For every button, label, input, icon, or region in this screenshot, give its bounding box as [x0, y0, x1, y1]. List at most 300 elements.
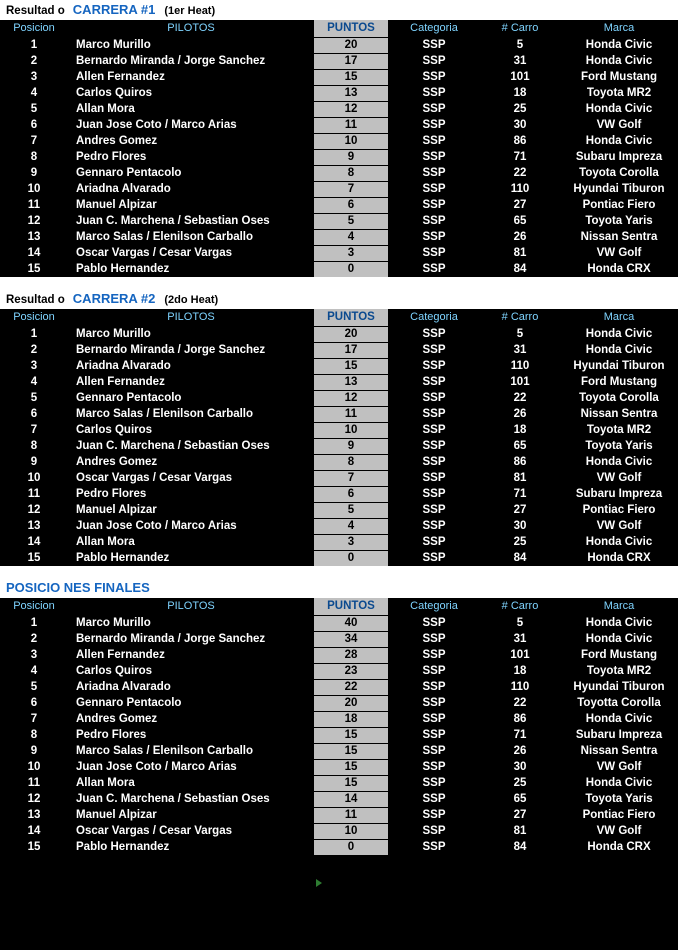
cell-categoria: SSP: [388, 407, 480, 423]
cell-posicion: 12: [0, 503, 68, 519]
cell-posicion: 8: [0, 439, 68, 455]
cell-posicion: 4: [0, 664, 68, 680]
table-row: [0, 214, 678, 230]
header-pilotos: PILOTOS: [68, 598, 314, 616]
results-body-3: [0, 616, 678, 856]
cell-piloto: Oscar Vargas / Cesar Vargas: [68, 246, 314, 262]
table-row: [0, 439, 678, 455]
cell-piloto: Juan Jose Coto / Marco Arias: [68, 519, 314, 535]
cell-marca: Honda Civic: [560, 712, 678, 728]
cell-carro: 27: [480, 808, 560, 824]
cell-carro: 30: [480, 760, 560, 776]
cell-piloto: Manuel Alpizar: [68, 503, 314, 519]
cell-marca: VW Golf: [560, 118, 678, 134]
cell-carro: 110: [480, 182, 560, 198]
cell-carro: 25: [480, 102, 560, 118]
results-table-finales: [0, 598, 678, 855]
cell-posicion: 10: [0, 471, 68, 487]
cell-piloto: Marco Murillo: [68, 616, 314, 632]
cell-piloto: Gennaro Pentacolo: [68, 696, 314, 712]
cell-categoria: SSP: [388, 792, 480, 808]
cell-marca: Toyota MR2: [560, 664, 678, 680]
table-row: [0, 824, 678, 840]
cell-piloto: Carlos Quiros: [68, 86, 314, 102]
section-carrera-1: [0, 0, 678, 277]
table-row: [0, 54, 678, 70]
cell-piloto: Andres Gomez: [68, 712, 314, 728]
cell-categoria: SSP: [388, 150, 480, 166]
cell-marca: Honda CRX: [560, 262, 678, 278]
cell-posicion: 1: [0, 616, 68, 632]
cell-piloto: Gennaro Pentacolo: [68, 166, 314, 182]
section-2-title-label: Resultad o: [6, 294, 65, 306]
header-posicion: Posicion: [0, 20, 68, 38]
cell-puntos: 20: [314, 38, 388, 54]
cell-marca: Honda Civic: [560, 38, 678, 54]
cell-categoria: SSP: [388, 648, 480, 664]
table-row: [0, 487, 678, 503]
cell-carro: 30: [480, 118, 560, 134]
header-categoria: Categoria: [388, 20, 480, 38]
cell-posicion: 2: [0, 343, 68, 359]
cell-posicion: 8: [0, 150, 68, 166]
cell-marca: Ford Mustang: [560, 70, 678, 86]
section-3-title-label: POSICIO NES FINALES: [6, 580, 150, 595]
results-table-carrera-2: [0, 309, 678, 566]
cell-piloto: Oscar Vargas / Cesar Vargas: [68, 824, 314, 840]
cell-piloto: Allen Fernandez: [68, 648, 314, 664]
cell-categoria: SSP: [388, 343, 480, 359]
cell-piloto: Marco Salas / Elenilson Carballo: [68, 407, 314, 423]
cell-posicion: 7: [0, 423, 68, 439]
cell-carro: 81: [480, 824, 560, 840]
cell-marca: Honda Civic: [560, 776, 678, 792]
cell-piloto: Pablo Hernandez: [68, 551, 314, 567]
table-header-row: [0, 20, 678, 38]
cell-marca: Toyota Corolla: [560, 391, 678, 407]
cell-marca: Subaru Impreza: [560, 487, 678, 503]
cell-marca: Toyota Yaris: [560, 214, 678, 230]
cell-puntos: 18: [314, 712, 388, 728]
cell-posicion: 5: [0, 102, 68, 118]
table-row: [0, 166, 678, 182]
cell-carro: 101: [480, 375, 560, 391]
cell-marca: VW Golf: [560, 519, 678, 535]
cell-categoria: SSP: [388, 728, 480, 744]
cell-piloto: Allen Fernandez: [68, 70, 314, 86]
table-row: [0, 246, 678, 262]
cell-categoria: SSP: [388, 198, 480, 214]
cell-marca: Honda Civic: [560, 616, 678, 632]
cell-posicion: 9: [0, 455, 68, 471]
cell-piloto: Marco Salas / Elenilson Carballo: [68, 744, 314, 760]
cell-carro: 22: [480, 696, 560, 712]
cell-marca: Hyundai Tiburon: [560, 182, 678, 198]
cell-posicion: 4: [0, 86, 68, 102]
table-row: [0, 744, 678, 760]
cell-marca: Ford Mustang: [560, 375, 678, 391]
cell-carro: 86: [480, 455, 560, 471]
cell-puntos: 4: [314, 230, 388, 246]
cell-puntos: 17: [314, 343, 388, 359]
cell-categoria: SSP: [388, 230, 480, 246]
cell-posicion: 3: [0, 648, 68, 664]
header-posicion: Posicion: [0, 309, 68, 327]
table-row: [0, 808, 678, 824]
table-row: [0, 840, 678, 856]
cell-posicion: 10: [0, 182, 68, 198]
cell-puntos: 20: [314, 327, 388, 343]
table-row: [0, 455, 678, 471]
cell-carro: 31: [480, 632, 560, 648]
cell-carro: 5: [480, 327, 560, 343]
cell-puntos: 12: [314, 391, 388, 407]
cell-marca: Pontiac Fiero: [560, 503, 678, 519]
cell-piloto: Manuel Alpizar: [68, 198, 314, 214]
cell-posicion: 14: [0, 535, 68, 551]
table-row: [0, 359, 678, 375]
cell-posicion: 6: [0, 407, 68, 423]
cell-puntos: 9: [314, 439, 388, 455]
cell-categoria: SSP: [388, 471, 480, 487]
cell-piloto: Bernardo Miranda / Jorge Sanchez: [68, 343, 314, 359]
cell-carro: 27: [480, 198, 560, 214]
cell-puntos: 13: [314, 86, 388, 102]
cell-piloto: Andres Gomez: [68, 134, 314, 150]
table-row: [0, 198, 678, 214]
table-row: [0, 776, 678, 792]
cell-puntos: 15: [314, 70, 388, 86]
cell-posicion: 14: [0, 246, 68, 262]
cell-puntos: 20: [314, 696, 388, 712]
cell-posicion: 13: [0, 519, 68, 535]
cell-categoria: SSP: [388, 840, 480, 856]
table-row: [0, 150, 678, 166]
cell-piloto: Ariadna Alvarado: [68, 182, 314, 198]
section-3-title-bar: [0, 578, 678, 598]
header-categoria: Categoria: [388, 309, 480, 327]
cell-categoria: SSP: [388, 423, 480, 439]
cell-posicion: 5: [0, 680, 68, 696]
cell-carro: 71: [480, 728, 560, 744]
cell-categoria: SSP: [388, 824, 480, 840]
header-carro: # Carro: [480, 309, 560, 327]
table-row: [0, 118, 678, 134]
cell-marca: Hyundai Tiburon: [560, 359, 678, 375]
cell-piloto: Pedro Flores: [68, 150, 314, 166]
cell-marca: Honda Civic: [560, 327, 678, 343]
cell-marca: Nissan Sentra: [560, 744, 678, 760]
table-row: [0, 230, 678, 246]
section-2-race-label: CARRERA #2: [72, 291, 156, 306]
cell-puntos: 5: [314, 503, 388, 519]
table-row: [0, 680, 678, 696]
cell-categoria: SSP: [388, 375, 480, 391]
cell-marca: Honda Civic: [560, 632, 678, 648]
cell-piloto: Pablo Hernandez: [68, 840, 314, 856]
cell-marca: Toyotta Corolla: [560, 696, 678, 712]
cell-categoria: SSP: [388, 262, 480, 278]
cell-categoria: SSP: [388, 519, 480, 535]
cell-posicion: 3: [0, 359, 68, 375]
section-1-race-label: CARRERA #1: [72, 2, 156, 17]
cell-marca: Honda CRX: [560, 840, 678, 856]
cell-puntos: 8: [314, 455, 388, 471]
cell-posicion: 2: [0, 54, 68, 70]
cell-puntos: 0: [314, 840, 388, 856]
cell-puntos: 10: [314, 134, 388, 150]
table-row: [0, 535, 678, 551]
cell-categoria: SSP: [388, 246, 480, 262]
cell-piloto: Ariadna Alvarado: [68, 680, 314, 696]
header-puntos: PUNTOS: [314, 598, 388, 616]
cell-posicion: 11: [0, 487, 68, 503]
cell-piloto: Bernardo Miranda / Jorge Sanchez: [68, 54, 314, 70]
cell-categoria: SSP: [388, 744, 480, 760]
header-carro: # Carro: [480, 20, 560, 38]
header-puntos: PUNTOS: [314, 309, 388, 327]
cell-categoria: SSP: [388, 535, 480, 551]
cell-posicion: 8: [0, 728, 68, 744]
cell-marca: Subaru Impreza: [560, 728, 678, 744]
cell-puntos: 6: [314, 487, 388, 503]
cell-marca: Honda Civic: [560, 343, 678, 359]
table-header-row: [0, 598, 678, 616]
cell-posicion: 9: [0, 744, 68, 760]
cell-categoria: SSP: [388, 664, 480, 680]
cell-marca: Honda Civic: [560, 455, 678, 471]
table-row: [0, 407, 678, 423]
cell-puntos: 12: [314, 102, 388, 118]
cell-puntos: 10: [314, 423, 388, 439]
cell-marca: Ford Mustang: [560, 648, 678, 664]
header-pilotos: PILOTOS: [68, 309, 314, 327]
cell-puntos: 10: [314, 824, 388, 840]
cell-carro: 5: [480, 616, 560, 632]
cell-piloto: Marco Murillo: [68, 38, 314, 54]
table-row: [0, 70, 678, 86]
cell-puntos: 7: [314, 182, 388, 198]
cell-carro: 84: [480, 551, 560, 567]
cell-categoria: SSP: [388, 616, 480, 632]
cell-piloto: Bernardo Miranda / Jorge Sanchez: [68, 632, 314, 648]
cell-puntos: 14: [314, 792, 388, 808]
cell-categoria: SSP: [388, 70, 480, 86]
table-row: [0, 86, 678, 102]
cell-categoria: SSP: [388, 102, 480, 118]
cell-carro: 26: [480, 230, 560, 246]
cell-piloto: Marco Murillo: [68, 327, 314, 343]
table-row: [0, 38, 678, 54]
cell-categoria: SSP: [388, 214, 480, 230]
results-body-1: [0, 38, 678, 278]
cell-posicion: 7: [0, 134, 68, 150]
cell-piloto: Allan Mora: [68, 535, 314, 551]
cell-posicion: 14: [0, 824, 68, 840]
section-gap-2: [0, 566, 678, 578]
cell-puntos: 28: [314, 648, 388, 664]
cell-marca: Honda Civic: [560, 54, 678, 70]
cell-marca: Nissan Sentra: [560, 407, 678, 423]
cell-puntos: 15: [314, 760, 388, 776]
cell-carro: 31: [480, 343, 560, 359]
cell-puntos: 22: [314, 680, 388, 696]
section-1-title-label: Resultad o: [6, 5, 65, 17]
cell-carro: 22: [480, 391, 560, 407]
cursor-marker-icon: [316, 879, 322, 887]
cell-puntos: 34: [314, 632, 388, 648]
cell-piloto: Pablo Hernandez: [68, 262, 314, 278]
cell-categoria: SSP: [388, 54, 480, 70]
cell-piloto: Carlos Quiros: [68, 423, 314, 439]
cell-marca: Honda Civic: [560, 535, 678, 551]
cell-categoria: SSP: [388, 551, 480, 567]
cell-carro: 101: [480, 648, 560, 664]
cell-marca: VW Golf: [560, 760, 678, 776]
table-row: [0, 616, 678, 632]
header-marca: Marca: [560, 20, 678, 38]
cell-posicion: 11: [0, 198, 68, 214]
cell-carro: 84: [480, 840, 560, 856]
cell-posicion: 7: [0, 712, 68, 728]
cell-marca: Subaru Impreza: [560, 150, 678, 166]
cell-categoria: SSP: [388, 503, 480, 519]
cell-categoria: SSP: [388, 86, 480, 102]
cell-piloto: Andres Gomez: [68, 455, 314, 471]
cell-categoria: SSP: [388, 808, 480, 824]
cell-puntos: 0: [314, 551, 388, 567]
cell-carro: 101: [480, 70, 560, 86]
cell-carro: 71: [480, 150, 560, 166]
cell-carro: 18: [480, 86, 560, 102]
cell-categoria: SSP: [388, 776, 480, 792]
table-row: [0, 134, 678, 150]
cell-puntos: 13: [314, 375, 388, 391]
cell-categoria: SSP: [388, 134, 480, 150]
table-row: [0, 102, 678, 118]
cell-marca: VW Golf: [560, 471, 678, 487]
header-puntos: PUNTOS: [314, 20, 388, 38]
cell-marca: Toyota MR2: [560, 86, 678, 102]
cell-piloto: Juan C. Marchena / Sebastian Oses: [68, 214, 314, 230]
cell-piloto: Allan Mora: [68, 102, 314, 118]
cell-puntos: 4: [314, 519, 388, 535]
cell-marca: Honda Civic: [560, 102, 678, 118]
cell-posicion: 12: [0, 792, 68, 808]
cell-carro: 86: [480, 134, 560, 150]
cell-puntos: 11: [314, 808, 388, 824]
cell-piloto: Carlos Quiros: [68, 664, 314, 680]
cell-carro: 71: [480, 487, 560, 503]
table-row: [0, 648, 678, 664]
cell-posicion: 5: [0, 391, 68, 407]
cell-categoria: SSP: [388, 38, 480, 54]
cell-piloto: Marco Salas / Elenilson Carballo: [68, 230, 314, 246]
header-marca: Marca: [560, 309, 678, 327]
cell-categoria: SSP: [388, 487, 480, 503]
cell-carro: 22: [480, 166, 560, 182]
table-row: [0, 728, 678, 744]
cell-posicion: 9: [0, 166, 68, 182]
cell-carro: 5: [480, 38, 560, 54]
cell-categoria: SSP: [388, 760, 480, 776]
cell-posicion: 1: [0, 327, 68, 343]
results-table-carrera-1: [0, 20, 678, 277]
section-carrera-2: [0, 289, 678, 566]
cell-posicion: 15: [0, 840, 68, 856]
cell-puntos: 7: [314, 471, 388, 487]
cell-marca: Honda CRX: [560, 551, 678, 567]
table-row: [0, 519, 678, 535]
cell-puntos: 17: [314, 54, 388, 70]
table-row: [0, 503, 678, 519]
cell-puntos: 11: [314, 118, 388, 134]
cell-carro: 81: [480, 246, 560, 262]
table-row: [0, 712, 678, 728]
cell-posicion: 15: [0, 551, 68, 567]
cell-puntos: 3: [314, 535, 388, 551]
cell-puntos: 23: [314, 664, 388, 680]
cell-categoria: SSP: [388, 439, 480, 455]
cell-categoria: SSP: [388, 166, 480, 182]
table-row: [0, 471, 678, 487]
table-row: [0, 664, 678, 680]
table-row: [0, 696, 678, 712]
cell-marca: Toyota Yaris: [560, 792, 678, 808]
cell-puntos: 15: [314, 776, 388, 792]
cell-posicion: 12: [0, 214, 68, 230]
cell-puntos: 6: [314, 198, 388, 214]
cell-piloto: Pedro Flores: [68, 487, 314, 503]
cell-carro: 31: [480, 54, 560, 70]
table-row: [0, 262, 678, 278]
cell-carro: 18: [480, 664, 560, 680]
header-categoria: Categoria: [388, 598, 480, 616]
cell-puntos: 0: [314, 262, 388, 278]
table-row: [0, 551, 678, 567]
table-row: [0, 792, 678, 808]
section-2-title-bar: [0, 289, 678, 309]
table-row: [0, 423, 678, 439]
header-posicion: Posicion: [0, 598, 68, 616]
table-header-row: [0, 309, 678, 327]
header-pilotos: PILOTOS: [68, 20, 314, 38]
cell-marca: Pontiac Fiero: [560, 198, 678, 214]
cell-carro: 25: [480, 535, 560, 551]
cell-categoria: SSP: [388, 327, 480, 343]
cell-posicion: 15: [0, 262, 68, 278]
cell-piloto: Juan Jose Coto / Marco Arias: [68, 760, 314, 776]
cell-carro: 86: [480, 712, 560, 728]
cell-carro: 25: [480, 776, 560, 792]
cell-puntos: 5: [314, 214, 388, 230]
cell-piloto: Oscar Vargas / Cesar Vargas: [68, 471, 314, 487]
cell-carro: 110: [480, 359, 560, 375]
cell-marca: Toyota Corolla: [560, 166, 678, 182]
table-row: [0, 632, 678, 648]
cell-piloto: Pedro Flores: [68, 728, 314, 744]
cell-piloto: Gennaro Pentacolo: [68, 391, 314, 407]
table-row: [0, 182, 678, 198]
cell-carro: 65: [480, 214, 560, 230]
cell-posicion: 3: [0, 70, 68, 86]
table-row: [0, 327, 678, 343]
cell-posicion: 4: [0, 375, 68, 391]
cell-carro: 65: [480, 792, 560, 808]
cell-puntos: 15: [314, 728, 388, 744]
cell-posicion: 2: [0, 632, 68, 648]
cell-puntos: 3: [314, 246, 388, 262]
